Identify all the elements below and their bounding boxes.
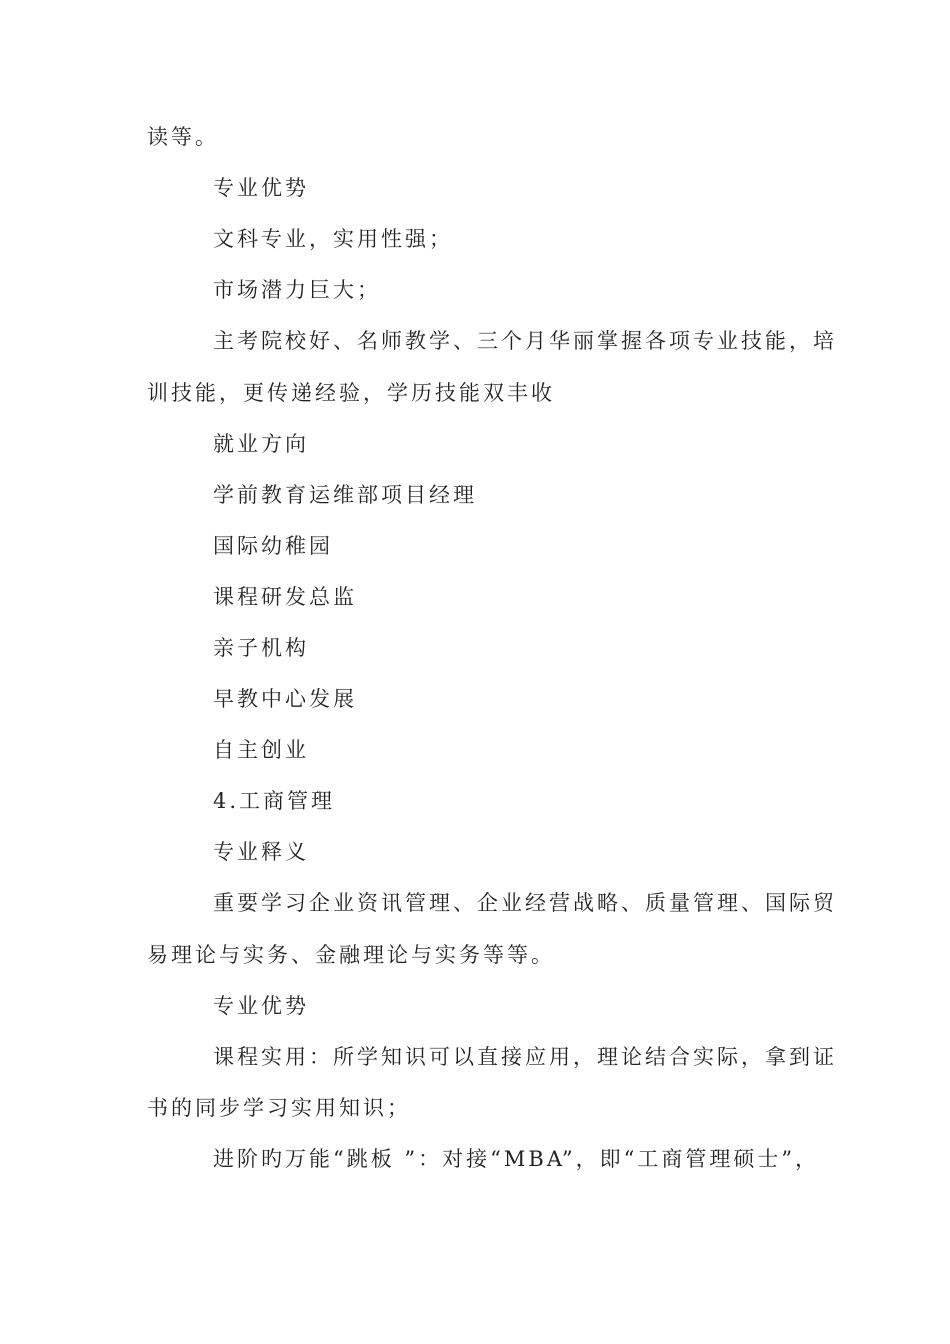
text-line: 市场潜力巨大； xyxy=(213,278,381,302)
list-item: 早教中心发展 xyxy=(213,687,357,711)
text-line: 课程实用：所学知识可以直接应用，理论结合实际，拿到证 xyxy=(213,1045,837,1069)
section-heading: 专业释义 xyxy=(213,840,309,864)
section-heading: 专业优势 xyxy=(213,176,309,200)
text-line: 书的同步学习实用知识； xyxy=(147,1096,411,1120)
section-heading: 就业方向 xyxy=(213,432,309,456)
list-item: 课程研发总监 xyxy=(213,585,357,609)
text-line: 进阶旳万能“跳板 ”：对接“MBA”，即“工商管理硕士”， xyxy=(213,1147,820,1171)
text-line: 主考院校好、名师教学、三个月华丽掌握各项专业技能，培 xyxy=(213,329,837,353)
text-line: 重要学习企业资讯管理、企业经营战略、质量管理、国际贸 xyxy=(213,891,837,915)
section-title: 4.工商管理 xyxy=(213,789,336,813)
list-item: 国际幼稚园 xyxy=(213,534,333,558)
text-line: 文科专业，实用性强； xyxy=(213,227,453,251)
section-heading: 专业优势 xyxy=(213,994,309,1018)
text-line: 易理论与实务、金融理论与实务等等。 xyxy=(147,943,555,967)
text-line: 读等。 xyxy=(147,125,219,149)
list-item: 学前教育运维部项目经理 xyxy=(213,483,477,507)
text-line: 训技能，更传递经验，学历技能双丰收 xyxy=(147,381,555,405)
list-item: 亲子机构 xyxy=(213,636,309,660)
list-item: 自主创业 xyxy=(213,738,309,762)
